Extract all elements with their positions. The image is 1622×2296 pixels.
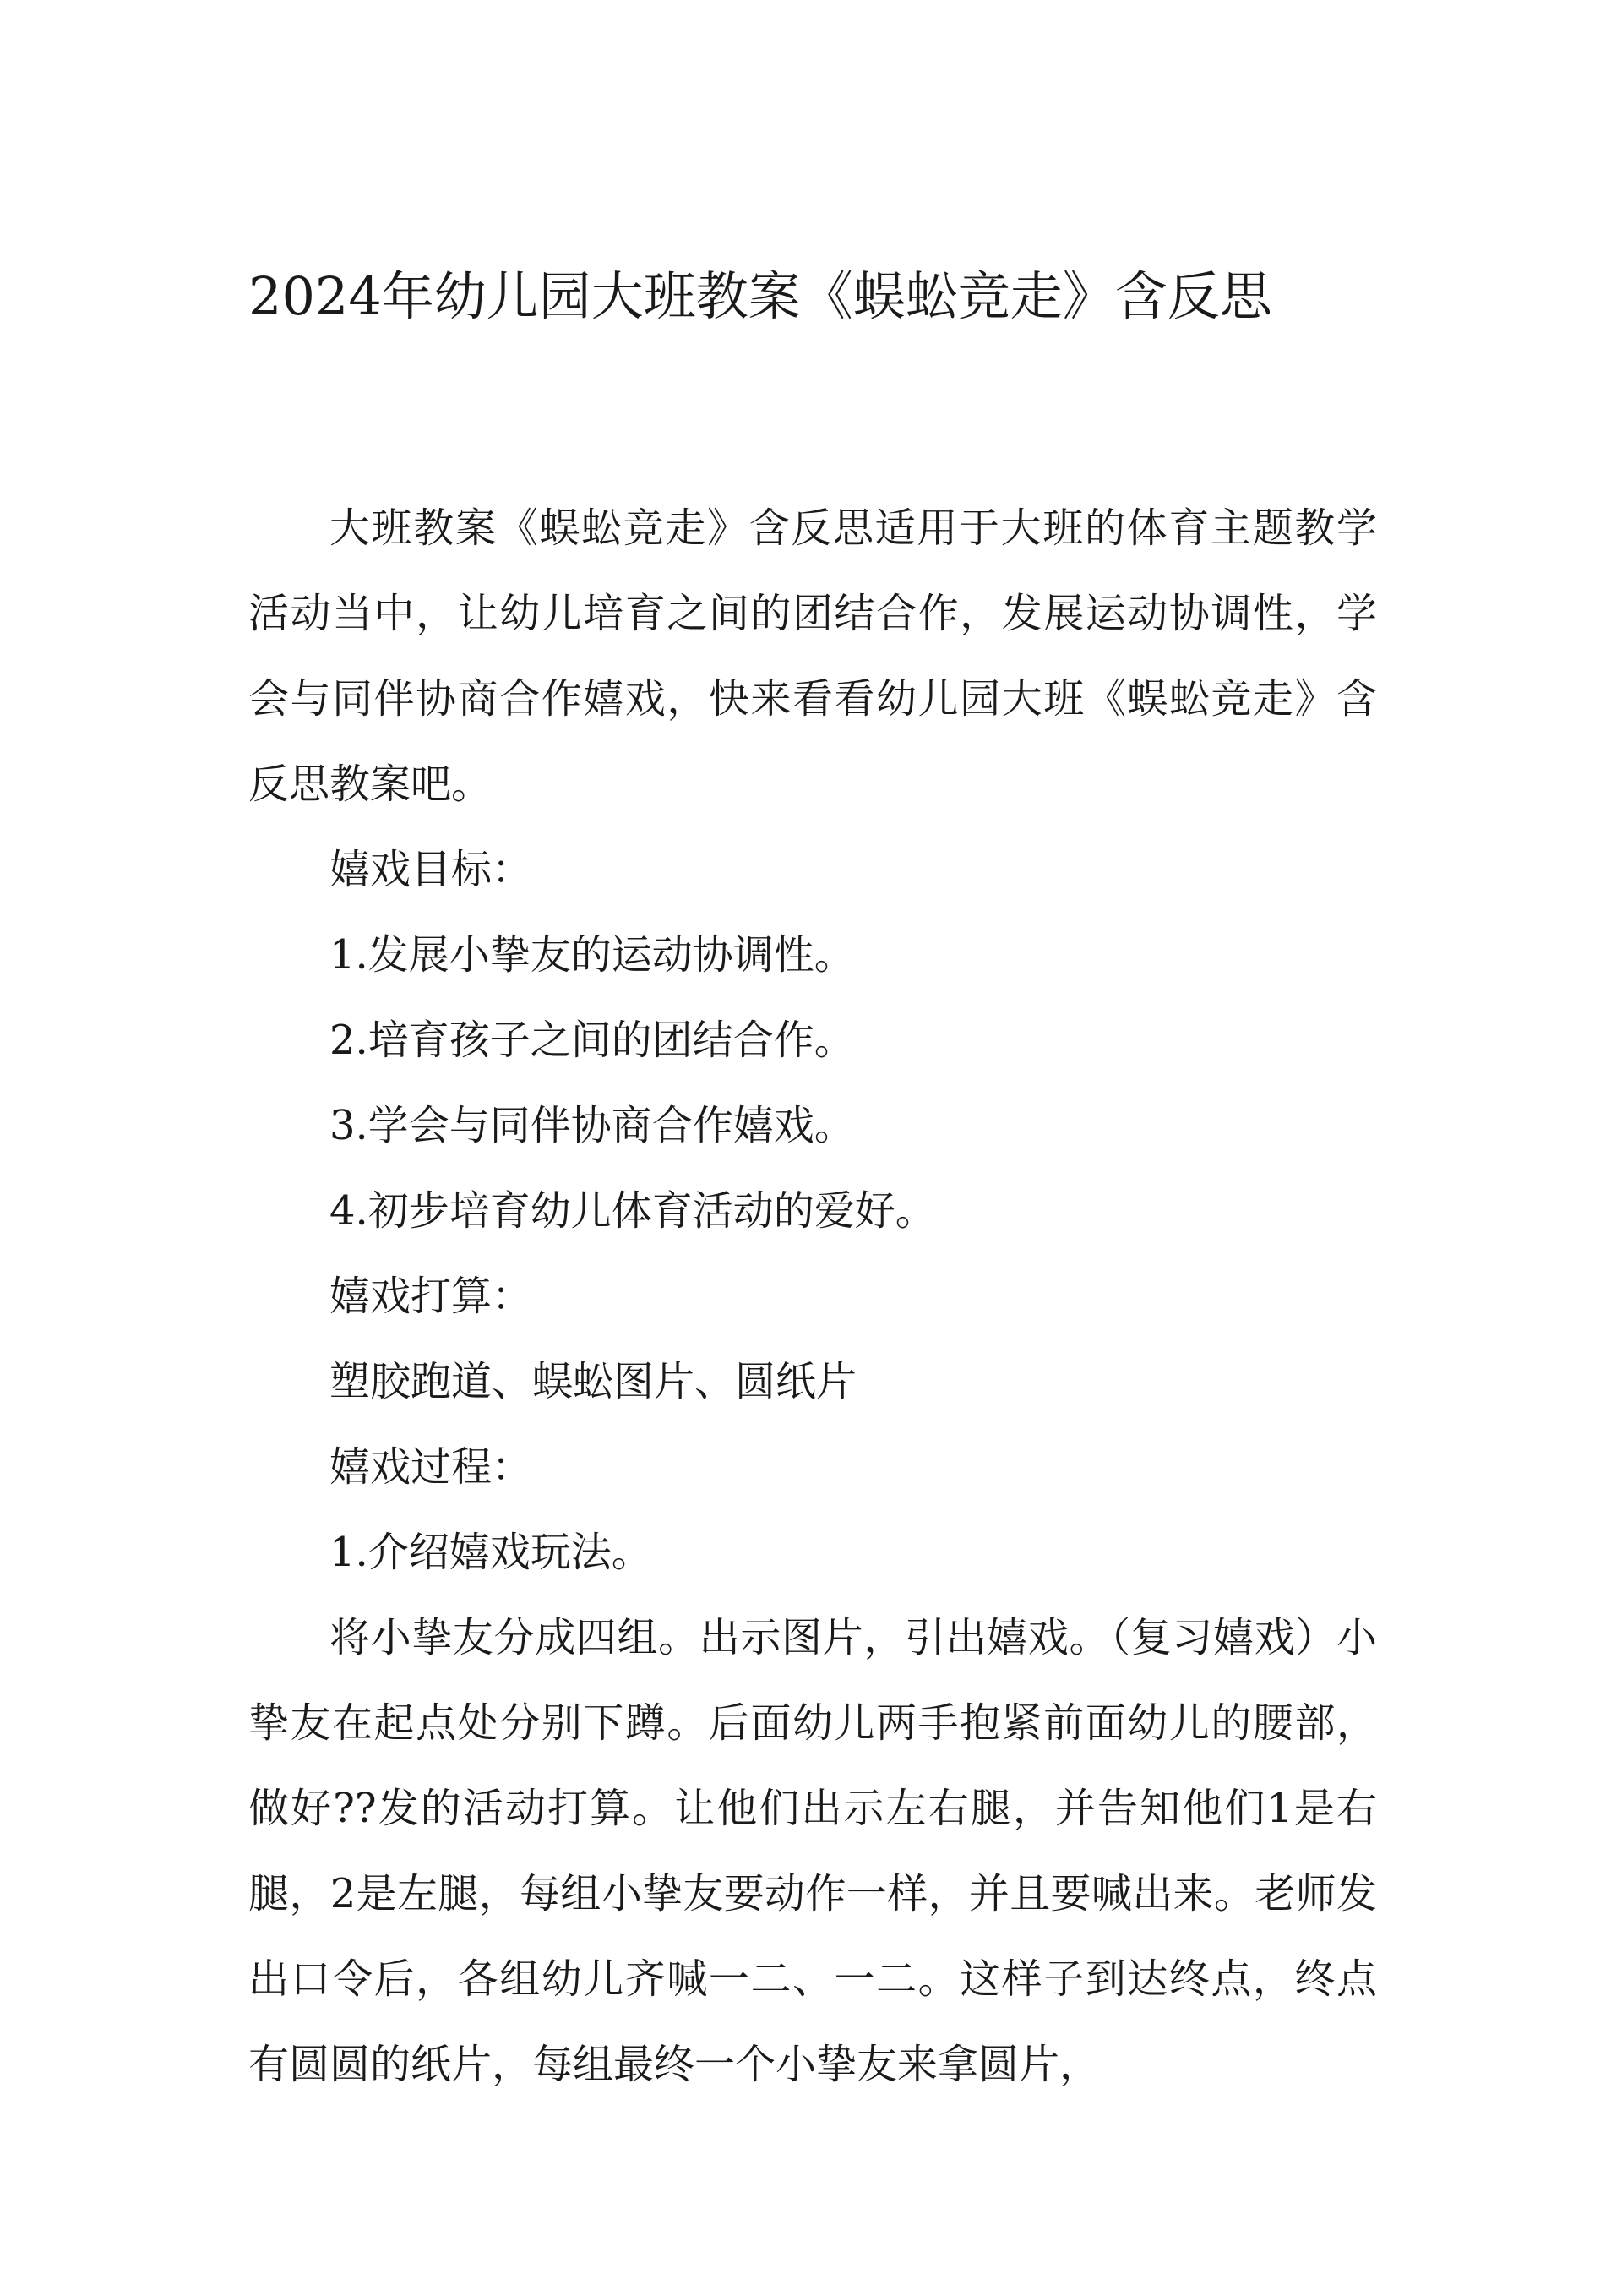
goals-heading: 嬉戏目标： bbox=[329, 846, 533, 893]
goal-item-4: 4.初步培育幼儿体育活动的爱好。 bbox=[329, 1187, 936, 1235]
goal-item-3: 3.学会与同伴协商合作嬉戏。 bbox=[329, 1102, 855, 1149]
goal-item-1: 1.发展小挚友的运动协调性。 bbox=[329, 931, 855, 979]
process-heading: 嬉戏过程： bbox=[329, 1443, 533, 1491]
process-step-1: 1.介绍嬉戏玩法。 bbox=[329, 1529, 652, 1576]
prep-heading: 嬉戏打算： bbox=[329, 1273, 533, 1320]
prep-materials: 塑胶跑道、蜈蚣图片、圆纸片 bbox=[329, 1358, 857, 1405]
document-body bbox=[248, 486, 1377, 2108]
document-title: 2024年幼儿园大班教案《蜈蚣竞走》含反思 bbox=[248, 265, 1272, 327]
intro-paragraph: 大班教案《蜈蚣竞走》含反思适用于大班的体育主题教学活动当中，让幼儿培育之间的团结合作，发展运动协调性，学会与同伴协商合作嬉戏，快来看看幼儿园大班《蜈蚣竞走》含反思教案吧。 bbox=[248, 504, 1377, 808]
goal-item-2: 2.培育孩子之间的团结合作。 bbox=[329, 1017, 855, 1064]
process-paragraph: 将小挚友分成四组。出示图片，引出嬉戏。（复习嬉戏）小挚友在起点处分别下蹲。后面幼儿两手抱紧前面幼儿的腰部，做好??发的活动打算。让他们出示左右腿，并告知他们1是右腿，2是左腿，每组小挚友要动作一样，并且要喊出来。老师发出口令后，各组幼儿齐喊一二、一二。这样子到达终点，终点有圆圆的纸片，每组最终一个小挚友来拿圆片， bbox=[248, 1614, 1377, 2088]
